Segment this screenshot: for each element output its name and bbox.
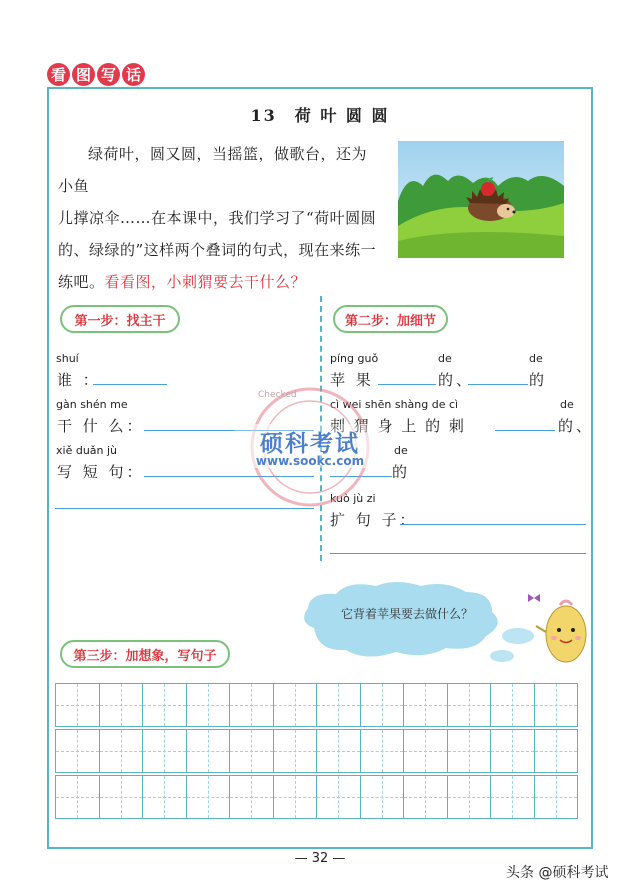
thorn-answer-line[interactable] — [495, 414, 555, 431]
intro-line — [58, 266, 378, 298]
egg-character-icon — [520, 590, 590, 670]
apple-de-2: 的 — [529, 371, 548, 389]
expand-answer-line[interactable] — [400, 508, 586, 525]
header-badge — [47, 63, 145, 86]
who-answer-line[interactable] — [93, 368, 167, 385]
watermark-url: www.sookc.com — [255, 454, 365, 468]
apple-answer-line-2[interactable] — [468, 368, 528, 385]
what-pinyin: gàn shén me — [56, 398, 128, 411]
thought-cloud — [296, 578, 536, 668]
what-label: 干 什 么： — [57, 417, 145, 435]
badge-char: 话 — [122, 63, 145, 86]
intro-line: 的、绿绿的”这样两个叠词的句式，现在来练一 — [58, 241, 377, 259]
lesson-title: 13 荷 叶 圆 圆 — [250, 106, 390, 125]
thorn-pinyin: cì wei shēn shàng de cì — [330, 398, 459, 411]
badge-char: 看 — [47, 63, 70, 86]
line3-de: 的 — [392, 463, 411, 481]
expand-answer-line-2[interactable] — [330, 553, 586, 554]
step1-label: 第一步：找主干 — [60, 305, 180, 333]
de-pinyin: de — [394, 444, 408, 457]
writing-grid-row[interactable] — [55, 729, 578, 773]
de-pinyin: de — [529, 352, 543, 365]
thorn-label: 刺 猬 身 上 的 刺 — [330, 417, 466, 435]
apple-de-1: 的、 — [438, 371, 475, 389]
badge-char: 图 — [72, 63, 95, 86]
step2-label: 第二步：加细节 — [333, 305, 448, 333]
intro-line: 儿撑凉伞……在本课中，我们学习了“荷叶圆圆 — [58, 209, 377, 227]
hedgehog-illustration — [398, 141, 564, 258]
de-pinyin: de — [560, 398, 574, 411]
page-number: — 32 — — [294, 851, 346, 866]
intro-question: 看看图，小刺猬要去干什么？ — [104, 273, 307, 291]
writing-grid-row[interactable] — [55, 775, 578, 819]
source-credit: 头条 @硕科考试 — [506, 865, 609, 881]
short-label: 写 短 句： — [57, 463, 145, 481]
hedgehog-scene-icon — [398, 141, 564, 258]
intro-line-end: 练吧。 — [58, 273, 105, 291]
step3-label: 第三步：加想象，写句子 — [60, 640, 230, 668]
intro-paragraph — [58, 138, 378, 298]
intro-line: 绿荷叶，圆又圆，当摇篮，做歌台，还为小鱼 — [58, 145, 368, 195]
expand-label: 扩 句 子： — [330, 511, 418, 529]
badge-char: 写 — [97, 63, 120, 86]
watermark-checked: Checked — [258, 390, 297, 400]
apple-pinyin: píng guǒ — [330, 352, 379, 365]
thorn-de: 的、 — [558, 417, 595, 435]
cloud-question: 它背着苹果要去做什么？ — [340, 607, 473, 621]
expand-pinyin: kuò jù zi — [330, 492, 376, 505]
short-pinyin: xiě duǎn jù — [56, 444, 118, 457]
apple-label: 苹 果 — [330, 371, 374, 389]
who-label: 谁 ： — [57, 371, 101, 389]
watermark-brand: 硕科考试 — [260, 431, 360, 457]
egg-character — [520, 590, 590, 670]
writing-grid-row[interactable] — [55, 683, 578, 727]
who-pinyin: shuí — [56, 352, 79, 365]
de-pinyin: de — [438, 352, 452, 365]
cloud-icon — [296, 578, 536, 668]
